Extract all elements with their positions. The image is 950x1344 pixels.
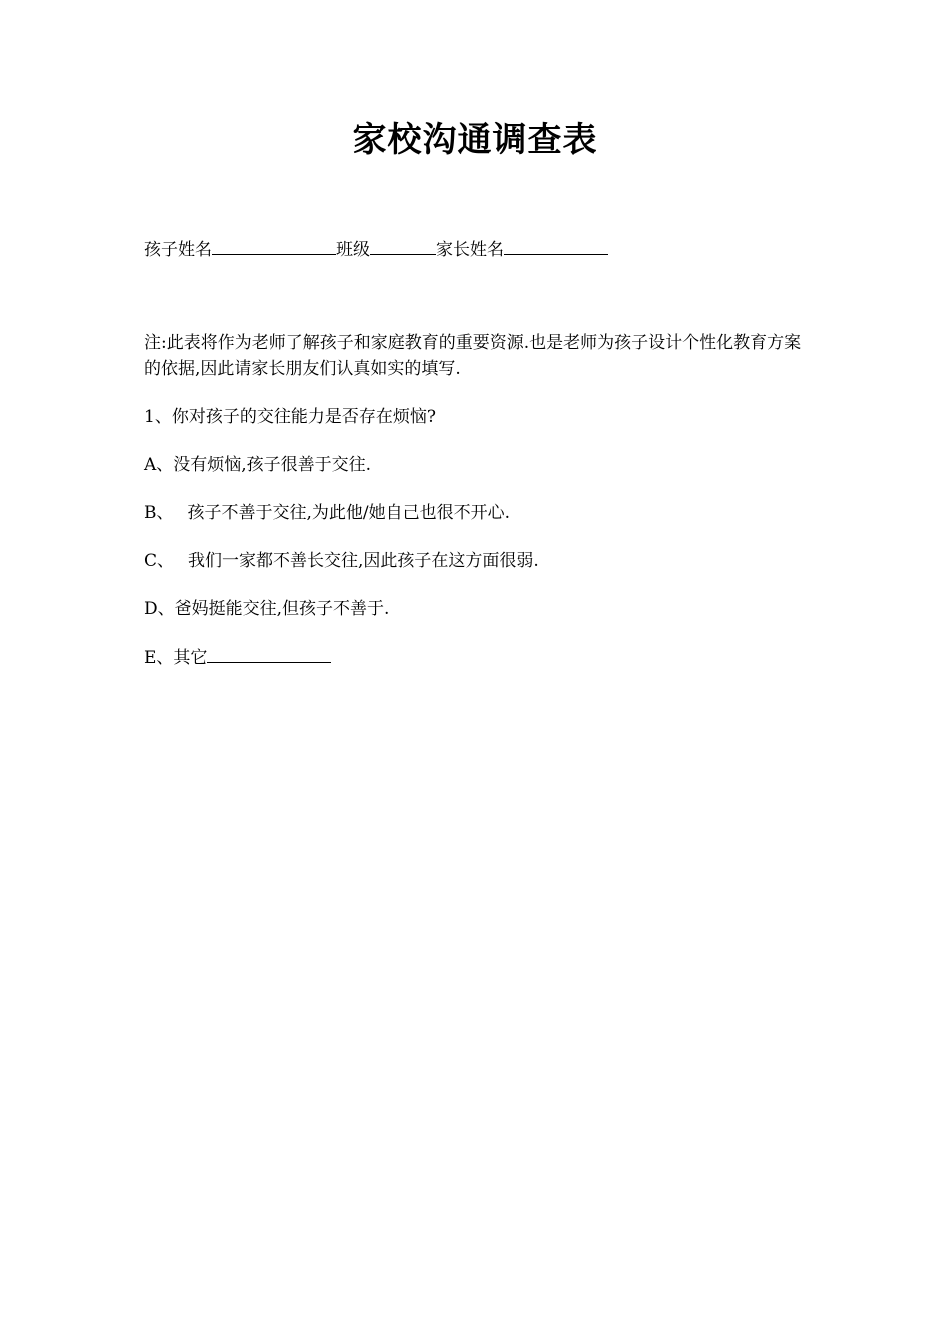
option-b[interactable] [144, 500, 510, 526]
option-a-text: 没有烦恼,孩子很善于交往. [173, 455, 372, 475]
child-name-label: 孩子姓名 [144, 240, 212, 260]
option-a-letter: A、 [144, 455, 174, 475]
parent-name-label: 家长姓名 [436, 240, 504, 260]
child-name-field[interactable] [212, 236, 336, 255]
option-c-text: 我们一家都不善长交往,因此孩子在这方面很弱. [188, 551, 539, 571]
class-field[interactable] [370, 236, 436, 255]
option-b-letter: B、 [144, 503, 174, 523]
document-title: 家校沟通调查表 [352, 120, 598, 160]
option-d-letter: D、 [144, 599, 175, 619]
option-e-letter: E、 [144, 648, 174, 668]
option-d[interactable] [144, 596, 389, 622]
option-c[interactable] [144, 548, 539, 574]
instruction-note: 注:此表将作为老师了解孩子和家庭教育的重要资源.也是老师为孩子设计个性化教育方案的依据,因此请家长朋友们认真如实的填写. [144, 333, 802, 379]
option-e-text: 其它 [173, 648, 208, 668]
option-b-text: 孩子不善于交往,为此他/她自己也很不开心. [187, 503, 511, 523]
parent-name-field[interactable] [504, 236, 608, 255]
info-line [144, 236, 608, 263]
option-d-text: 爸妈挺能交往,但孩子不善于. [174, 599, 390, 619]
option-e-other-field[interactable] [207, 644, 331, 663]
option-a[interactable] [144, 452, 371, 478]
class-label: 班级 [336, 240, 370, 260]
option-e[interactable] [144, 644, 331, 671]
question-1: 1、你对孩子的交往能力是否存在烦恼? [144, 407, 436, 427]
option-c-letter: C、 [144, 551, 175, 571]
